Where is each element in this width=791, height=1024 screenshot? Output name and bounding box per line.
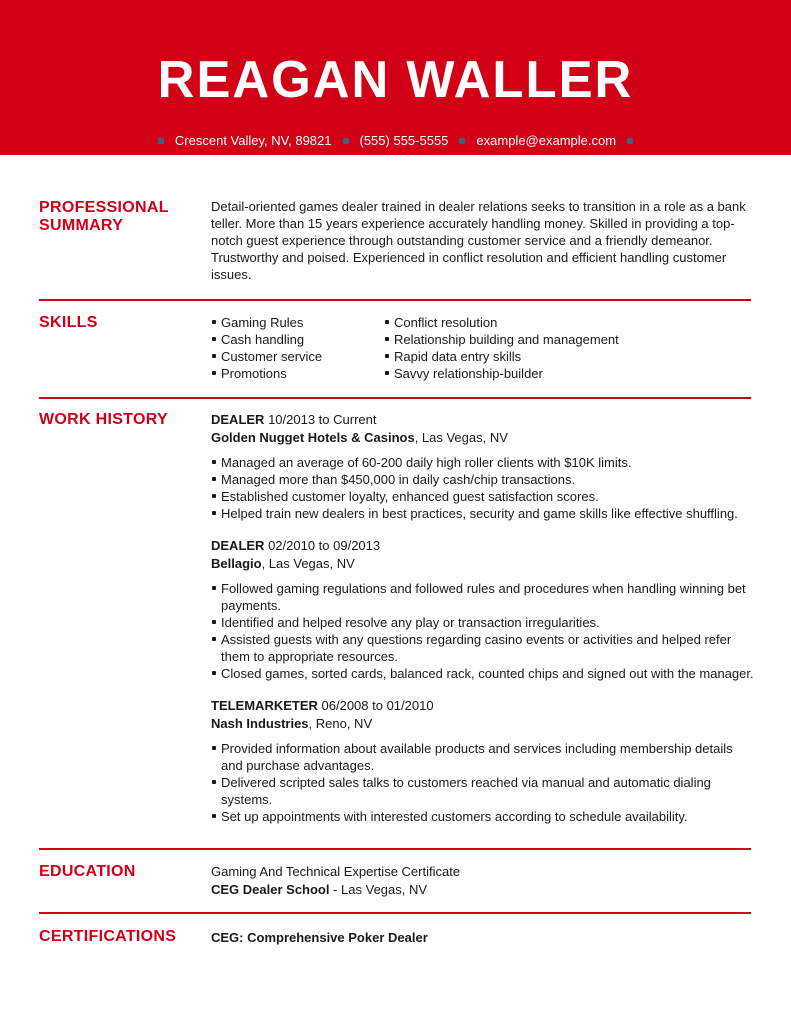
skill-item: Customer service (211, 348, 322, 365)
education-degree: Gaming And Technical Expertise Certificate (211, 864, 461, 879)
summary-text: Detail-oriented games dealer trained in dealer relations seeks to transition in a role as a bank teller. More than 15 years experience accurately handling money. Skilled in providing a top-notch guest experience through outstanding customer service and a friendly demeanor. Trustworthy and poised. Experienced in conflict resolution and efficient handling customer issues. (211, 199, 746, 282)
job-bullet: Managed an average of 60-200 daily high roller clients with $10K limits. (211, 454, 756, 471)
job-employer-line (211, 555, 756, 572)
separator-square-icon (158, 138, 164, 144)
separator-square-icon (627, 138, 633, 144)
job-dates: 02/2010 to 09/2013 (268, 538, 381, 553)
job-bullet: Closed games, sorted cards, balanced rack, counted chips and signed out with the manager. (211, 665, 756, 682)
section-divider (39, 299, 751, 301)
contact-phone[interactable]: (555) 555-5555 (359, 133, 449, 148)
job-location: , Reno, NV (308, 716, 373, 731)
section-title-line: SUMMARY (39, 217, 124, 234)
job-bullets (211, 740, 756, 825)
contact-line (0, 133, 791, 149)
certifications-body (211, 929, 756, 946)
job-dates: 10/2013 to Current (268, 412, 377, 427)
separator-square-icon (343, 138, 349, 144)
job-bullet: Provided information about available products and services including membership details and purchase advantages. (211, 740, 756, 774)
job-entry (211, 697, 756, 825)
education-school-line (211, 881, 756, 898)
skill-item: Relationship building and management (384, 331, 619, 348)
separator-square-icon (459, 138, 465, 144)
job-bullet: Helped train new dealers in best practices, security and game skills like effective shuffling. (211, 505, 756, 522)
skill-item: Cash handling (211, 331, 322, 348)
education-body (211, 863, 756, 898)
job-bullet: Managed more than $450,000 in daily cash/chip transactions. (211, 471, 756, 488)
job-location: , Las Vegas, NV (414, 430, 508, 445)
education-location: - Las Vegas, NV (329, 882, 428, 897)
section-professional-summary (39, 199, 751, 289)
resume-header (0, 0, 791, 155)
job-title-line (211, 697, 756, 714)
contact-location: Crescent Valley, NV, 89821 (174, 133, 332, 148)
job-employer-line (211, 715, 756, 732)
section-divider (39, 912, 751, 914)
certification-item: CEG: Comprehensive Poker Dealer (211, 930, 428, 945)
job-employer-line (211, 429, 756, 446)
skills-column-1 (211, 314, 322, 382)
job-bullet: Established customer loyalty, enhanced guest satisfaction scores. (211, 488, 756, 505)
section-divider (39, 397, 751, 399)
section-work-history (39, 411, 754, 836)
job-bullet: Identified and helped resolve any play or transaction irregularities. (211, 614, 756, 631)
job-bullets (211, 454, 756, 522)
candidate-name: REAGAN WALLER (157, 51, 634, 109)
section-title-summary (39, 199, 204, 235)
contact-email[interactable]: example@example.com (476, 133, 617, 148)
summary-body (211, 198, 756, 283)
job-role: TELEMARKETER (211, 698, 318, 713)
section-education (39, 863, 751, 903)
skill-item: Savvy relationship-builder (384, 365, 619, 382)
section-title-skills: SKILLS (39, 314, 98, 331)
job-bullet: Delivered scripted sales talks to customers reached via manual and automatic dialing systems. (211, 774, 756, 808)
section-certifications (39, 928, 751, 952)
job-dates: 06/2008 to 01/2010 (321, 698, 434, 713)
job-bullet: Assisted guests with any questions regarding casino events or activities and helped refer them to appropriate resources. (211, 631, 756, 665)
section-skills (39, 314, 751, 389)
skill-item: Conflict resolution (384, 314, 619, 331)
section-title-certifications: CERTIFICATIONS (39, 928, 177, 945)
job-employer: Nash Industries (211, 716, 309, 731)
skill-item: Promotions (211, 365, 322, 382)
job-role: DEALER (211, 412, 265, 427)
skill-item: Rapid data entry skills (384, 348, 619, 365)
section-title-education: EDUCATION (39, 863, 136, 880)
skill-item: Gaming Rules (211, 314, 322, 331)
section-title-line: PROFESSIONAL (39, 199, 169, 216)
job-entry (211, 411, 756, 522)
work-history-body (211, 411, 756, 825)
job-employer: Golden Nugget Hotels & Casinos (211, 430, 415, 445)
job-bullets (211, 580, 756, 682)
job-title-line (211, 537, 756, 554)
job-entry (211, 537, 756, 682)
job-bullet: Followed gaming regulations and followed rules and procedures when handling winning bet payments. (211, 580, 756, 614)
job-title-line (211, 411, 756, 428)
job-bullet: Set up appointments with interested customers according to schedule availability. (211, 808, 756, 825)
job-location: , Las Vegas, NV (261, 556, 355, 571)
section-divider (39, 848, 751, 850)
job-role: DEALER (211, 538, 265, 553)
skills-column-2 (384, 314, 619, 382)
education-school: CEG Dealer School (211, 882, 330, 897)
section-title-work-history: WORK HISTORY (39, 411, 168, 428)
job-employer: Bellagio (211, 556, 262, 571)
